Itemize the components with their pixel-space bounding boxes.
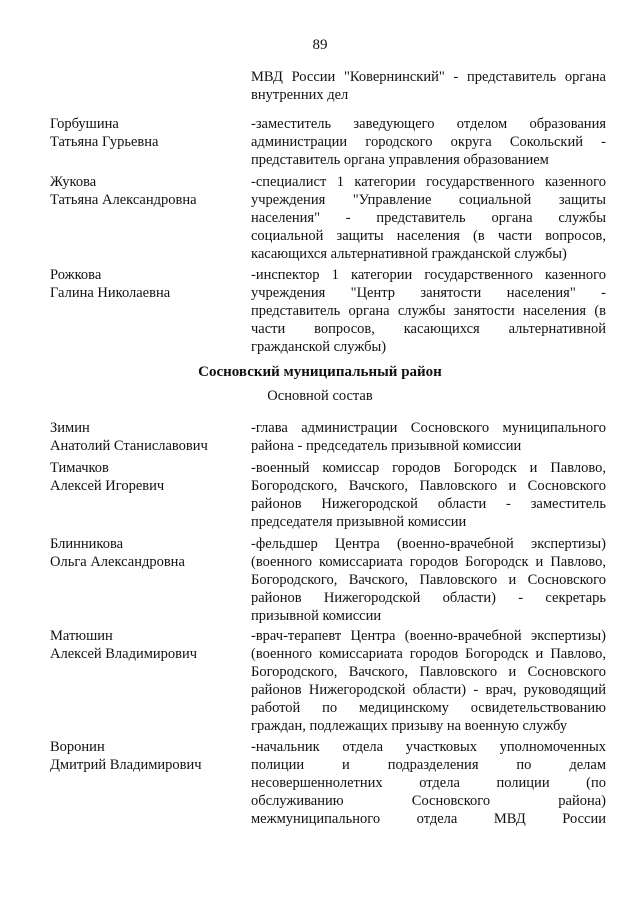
desc-line: внутренних дел bbox=[251, 87, 349, 103]
member-name bbox=[50, 173, 240, 209]
member-given-names: Анатолий Станиславович bbox=[50, 438, 208, 454]
desc-line: несовершеннолетних отдела полиции (по bbox=[251, 775, 606, 791]
member-surname: Рожкова bbox=[50, 267, 102, 283]
member-role bbox=[251, 627, 606, 735]
desc-line: социальной защиты населения (в части вопросов, bbox=[251, 228, 606, 244]
desc-line: Богородского, Вачского, Павловского и Сосновского bbox=[251, 478, 606, 494]
composition-label: Основной состав bbox=[267, 388, 373, 404]
desc-line: работой по медицинскому освидетельствованию bbox=[251, 700, 606, 716]
desc-line: населения" - представитель органа службы bbox=[251, 210, 606, 226]
district-heading: Сосновский муниципальный район bbox=[198, 364, 442, 380]
member-given-names: Галина Николаевна bbox=[50, 285, 171, 301]
member-name bbox=[50, 535, 240, 571]
member-name bbox=[50, 459, 240, 495]
member-name bbox=[50, 627, 240, 663]
desc-line: Богородского, Вачского, Павловского и Сосновского bbox=[251, 664, 606, 680]
member-given-names: Дмитрий Владимирович bbox=[50, 757, 202, 773]
desc-line: (военного комиссариата городов Богородск и Павлово, bbox=[251, 646, 606, 662]
desc-line: Богородского, Вачского, Павловского и Сосновского bbox=[251, 572, 606, 588]
member-role bbox=[251, 173, 606, 263]
desc-line: МВД России "Ковернинский" - представитель органа bbox=[251, 69, 606, 85]
member-role bbox=[251, 535, 606, 625]
desc-line: района - председатель призывной комиссии bbox=[251, 438, 522, 454]
member-given-names: Татьяна Александровна bbox=[50, 192, 197, 208]
member-role bbox=[251, 419, 606, 455]
desc-line: учреждения "Управление социальной защиты bbox=[251, 192, 606, 208]
desc-line: -глава администрации Сосновского муниципального bbox=[251, 420, 606, 436]
member-name bbox=[50, 738, 240, 774]
member-surname: Матюшин bbox=[50, 628, 113, 644]
member-surname: Тимачков bbox=[50, 460, 109, 476]
desc-line: представитель органа службы занятости населения (в bbox=[251, 303, 606, 319]
member-surname: Зимин bbox=[50, 420, 90, 436]
member-name bbox=[50, 419, 240, 455]
desc-line: полиции и подразделения по делам bbox=[251, 757, 606, 773]
desc-line: (военного комиссариата городов Богородск и Павлово, bbox=[251, 554, 606, 570]
desc-line: районов Нижегородской области) - врач, руководящий bbox=[251, 682, 606, 698]
member-given-names: Алексей Владимирович bbox=[50, 646, 198, 662]
member-given-names: Ольга Александровна bbox=[50, 554, 185, 570]
desc-line: -инспектор 1 категории государственного казенного bbox=[251, 267, 606, 283]
desc-line: представитель органа управления образованием bbox=[251, 152, 549, 168]
member-role bbox=[251, 266, 606, 356]
desc-line: части вопросов, касающихся альтернативной bbox=[251, 321, 606, 337]
member-surname: Блинникова bbox=[50, 536, 124, 552]
member-name bbox=[50, 115, 240, 151]
desc-line: -военный комиссар городов Богородск и Павлово, bbox=[251, 460, 606, 476]
desc-line: -специалист 1 категории государственного казенного bbox=[251, 174, 606, 190]
desc-line: -начальник отдела участковых уполномоченных bbox=[251, 739, 606, 755]
desc-line: -заместитель заведующего отделом образования bbox=[251, 116, 606, 132]
member-name bbox=[50, 266, 240, 302]
member-surname: Жукова bbox=[50, 174, 97, 190]
desc-line: гражданской службы) bbox=[251, 339, 387, 355]
desc-line: -врач-терапевт Центра (военно-врачебной экспертизы) bbox=[251, 628, 606, 644]
desc-line: обслуживанию Сосновского района) bbox=[251, 793, 606, 809]
member-role bbox=[251, 115, 606, 169]
desc-line: администрации городского округа Сокольский - bbox=[251, 134, 606, 150]
page-number: 89 bbox=[312, 37, 328, 53]
continuation-text bbox=[251, 68, 606, 104]
member-given-names: Алексей Игоревич bbox=[50, 478, 165, 494]
member-surname: Горбушина bbox=[50, 116, 119, 132]
desc-line: граждан, подлежащих призыву на военную службу bbox=[251, 718, 568, 734]
desc-line: районов Нижегородской области - заместитель bbox=[251, 496, 606, 512]
desc-line: председателя призывной комиссии bbox=[251, 514, 467, 530]
desc-line: учреждения "Центр занятости населения" - bbox=[251, 285, 606, 301]
desc-line: районов Нижегородской области) - секретарь bbox=[251, 590, 606, 606]
desc-line: касающихся альтернативной гражданской службы) bbox=[251, 246, 567, 262]
member-role bbox=[251, 459, 606, 531]
desc-line: межмуниципального отдела МВД России bbox=[251, 811, 606, 827]
desc-line: призывной комиссии bbox=[251, 608, 382, 624]
member-surname: Воронин bbox=[50, 739, 105, 755]
member-role bbox=[251, 738, 606, 828]
member-given-names: Татьяна Гурьевна bbox=[50, 134, 159, 150]
desc-line: -фельдшер Центра (военно-врачебной экспертизы) bbox=[251, 536, 606, 552]
